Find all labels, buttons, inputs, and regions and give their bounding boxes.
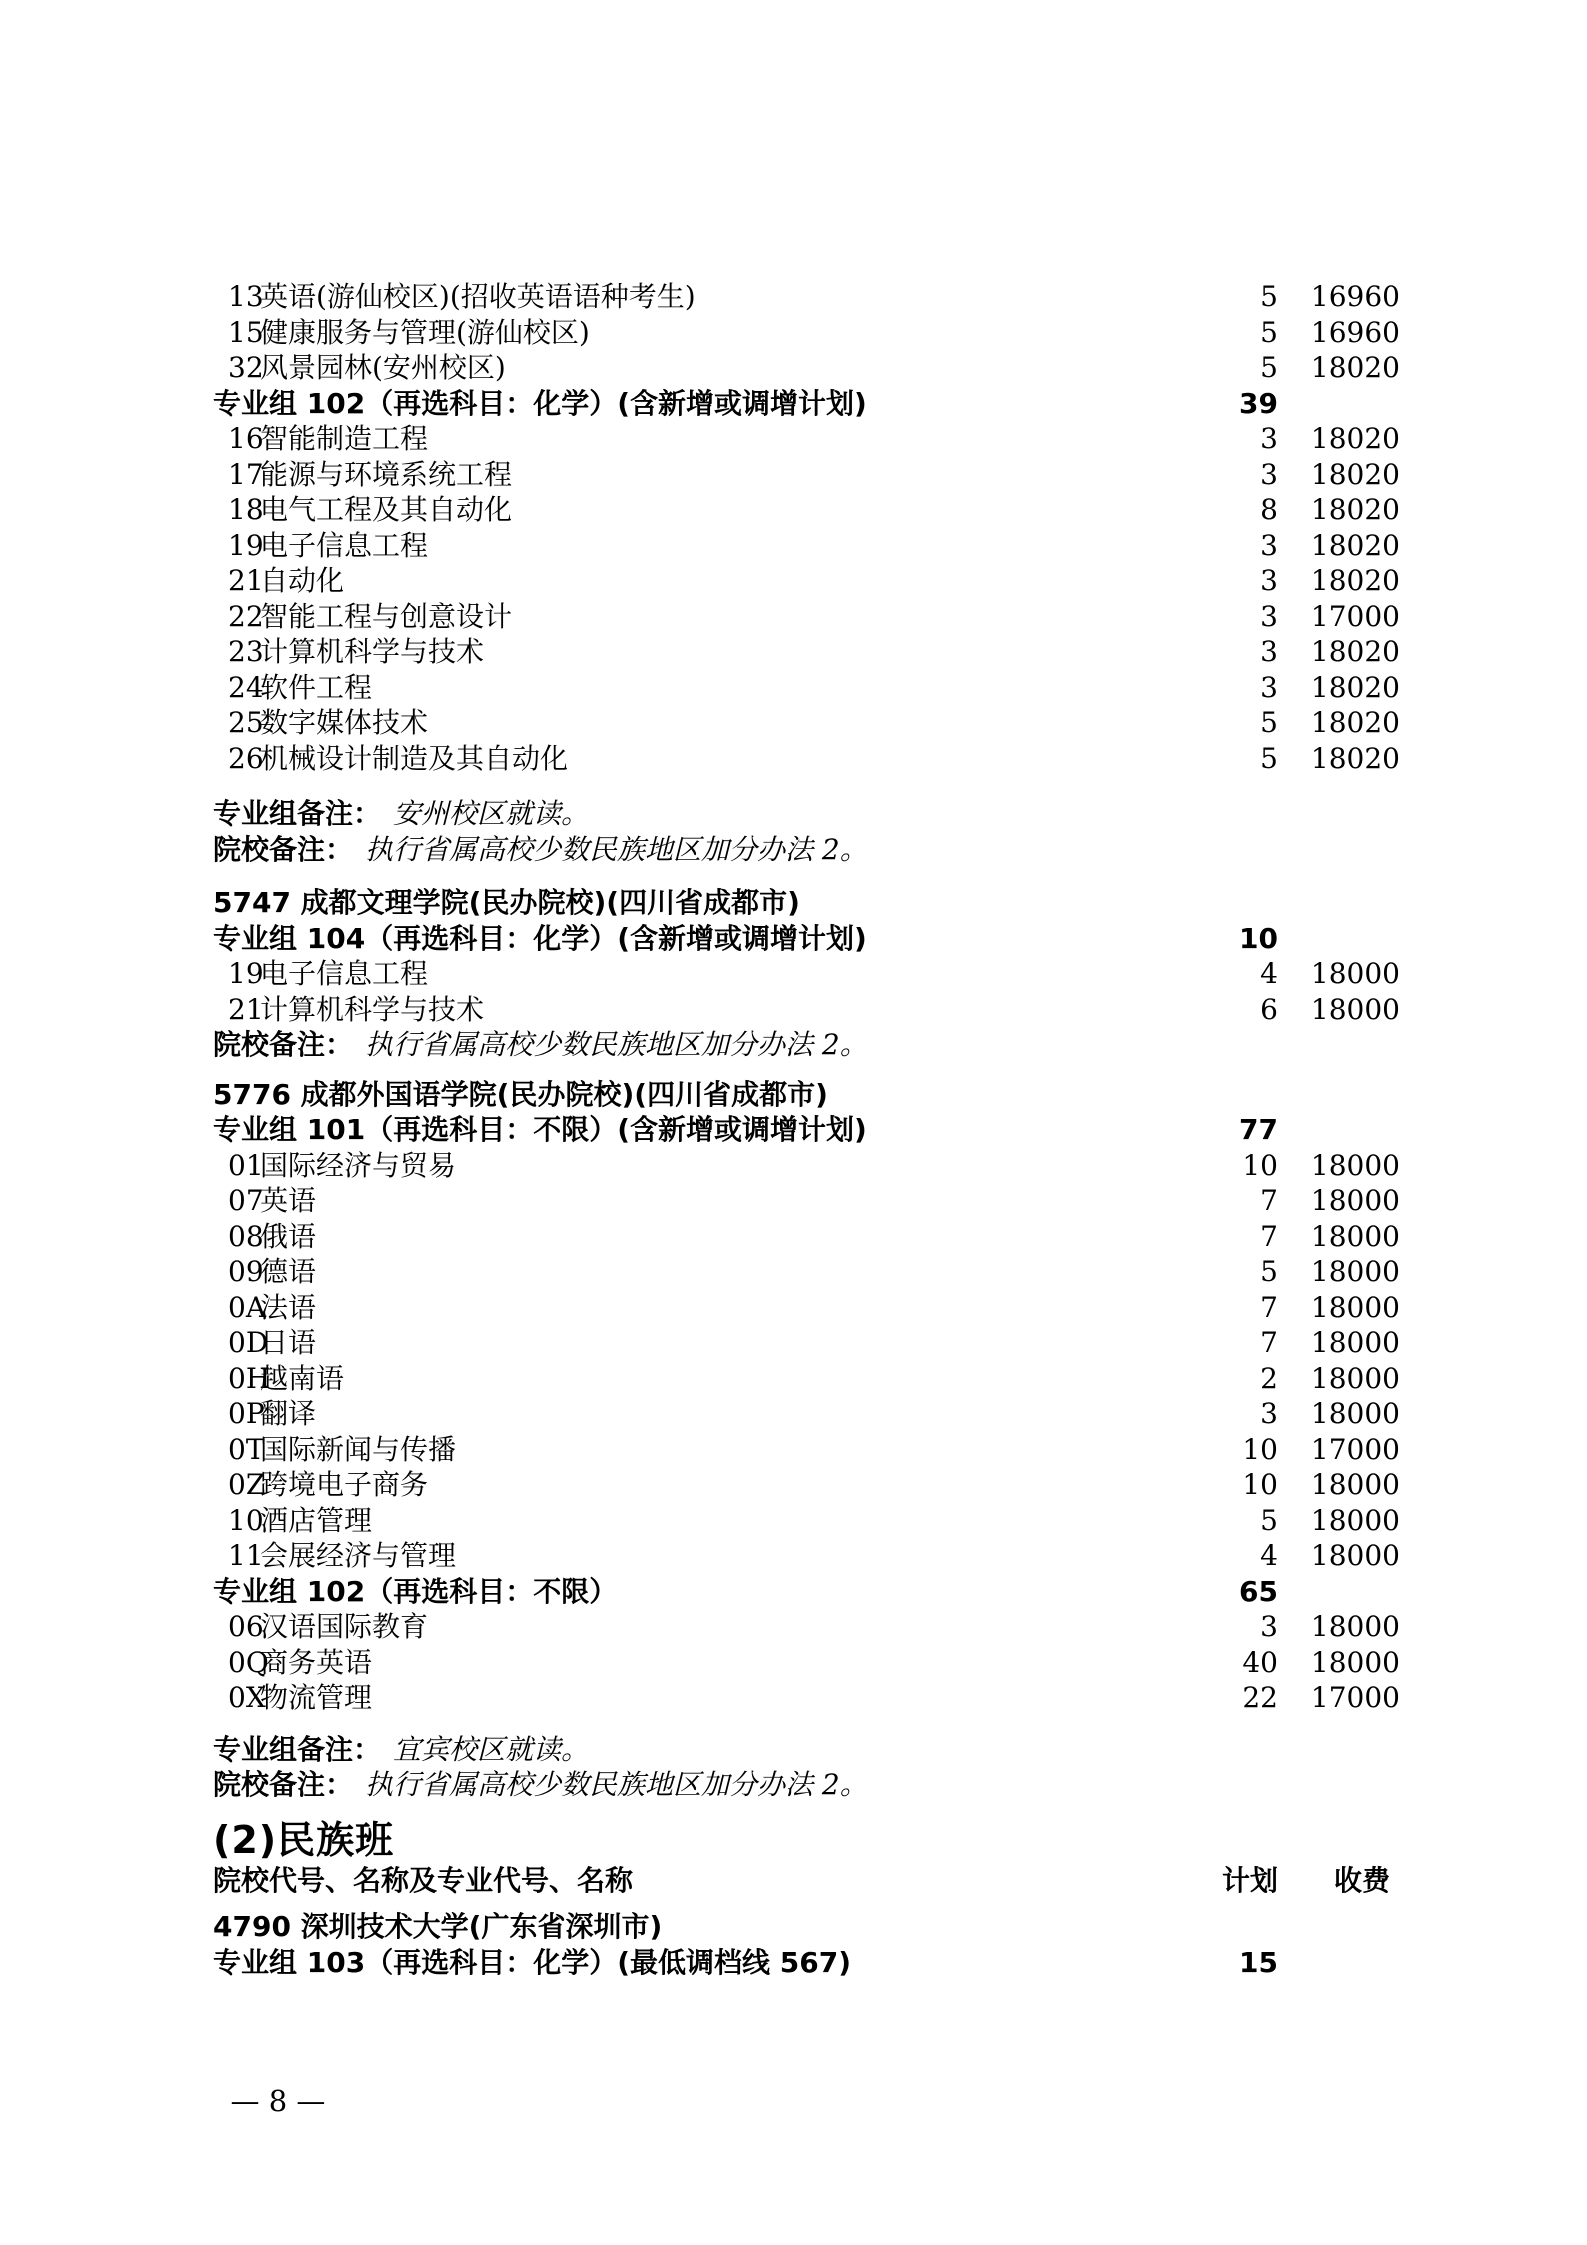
- major-group-label: 专业组 104（再选科目：化学）(含新增或调增计划): [213, 921, 867, 955]
- major-name: 电气工程及其自动化: [260, 493, 513, 526]
- group-plan-total: 15: [1239, 1945, 1278, 1979]
- plan-count: 7: [1260, 1184, 1278, 1217]
- school-row: [0, 1909, 1587, 1945]
- plan-count: 10: [1242, 1468, 1278, 1501]
- section-heading-text: (2)民族班: [213, 1817, 395, 1862]
- major-row: [0, 1396, 1587, 1432]
- school-label: 4790 深圳技术大学(广东省深圳市): [213, 1910, 663, 1943]
- major-name: 俄语: [260, 1219, 317, 1253]
- major-code: 0Q: [228, 1645, 269, 1679]
- fee-amount: 18000: [1310, 1184, 1400, 1217]
- major-row: [0, 1645, 1587, 1681]
- major-name: 英语(游仙校区)(招收英语语种考生): [260, 280, 696, 313]
- major-code: 0X: [228, 1681, 266, 1714]
- major-code: 01: [228, 1148, 264, 1182]
- plan-count: 6: [1260, 992, 1278, 1026]
- major-row: [0, 1290, 1587, 1326]
- major-code: 23: [228, 635, 264, 668]
- name-column-label: 院校代号、名称及专业代号、名称: [213, 1863, 634, 1897]
- major-name: 会展经济与管理: [260, 1539, 457, 1572]
- major-code: 19: [228, 957, 264, 990]
- plan-count: 22: [1242, 1681, 1278, 1714]
- fee-amount: 18000: [1310, 1255, 1400, 1288]
- major-code: 24: [228, 670, 264, 704]
- major-name: 国际新闻与传播: [260, 1432, 457, 1466]
- major-code: 15: [228, 315, 264, 349]
- plan-count: 3: [1260, 599, 1278, 633]
- note-row: [0, 796, 1587, 832]
- major-row: [0, 350, 1587, 386]
- plan-count: 3: [1260, 528, 1278, 562]
- fee-amount: 18020: [1310, 670, 1400, 704]
- major-name: 汉语国际教育: [260, 1610, 429, 1643]
- major-group-row: [0, 386, 1587, 422]
- fee-amount: 18020: [1310, 706, 1400, 739]
- major-row: [0, 1538, 1587, 1574]
- note: [213, 1027, 868, 1063]
- major-name: 法语: [260, 1290, 317, 1324]
- page-footer: — 8 —: [230, 2084, 326, 2118]
- fee-amount: 18020: [1310, 564, 1400, 597]
- plan-count: 10: [1242, 1432, 1278, 1466]
- major-group-row: [0, 1112, 1587, 1148]
- major-code: 25: [228, 706, 264, 739]
- major-name: 跨境电子商务: [260, 1468, 429, 1501]
- major-row: [0, 1503, 1587, 1539]
- note-row: [0, 832, 1587, 868]
- fee-amount: 18000: [1310, 1503, 1400, 1537]
- major-row: [0, 528, 1587, 564]
- plan-count: 3: [1260, 422, 1278, 455]
- major-name: 软件工程: [260, 670, 373, 704]
- major-row: [0, 315, 1587, 351]
- major-code: 10: [228, 1503, 264, 1537]
- note-label: 院校备注：: [213, 1028, 354, 1061]
- major-code: 13: [228, 280, 264, 313]
- note-label: 院校备注：: [213, 1768, 354, 1801]
- note: [213, 1732, 589, 1768]
- major-row: [0, 992, 1587, 1028]
- group-plan-total: 77: [1239, 1113, 1278, 1146]
- fee-amount: 18000: [1310, 1645, 1400, 1679]
- note: [213, 796, 589, 832]
- plan-count: 5: [1260, 741, 1278, 775]
- major-name: 风景园林(安州校区): [260, 351, 506, 384]
- major-code: 0T: [228, 1432, 265, 1466]
- major-code: 0A: [228, 1290, 267, 1324]
- plan-count: 3: [1260, 670, 1278, 704]
- major-code: 0P: [228, 1397, 265, 1430]
- fee-amount: 16960: [1310, 280, 1400, 313]
- fee-amount: 18000: [1310, 957, 1400, 990]
- major-code: 19: [228, 528, 264, 562]
- plan-count: 4: [1260, 1539, 1278, 1572]
- plan-count: 8: [1260, 493, 1278, 526]
- major-name: 电子信息工程: [260, 957, 429, 990]
- major-code: 0H: [228, 1361, 271, 1395]
- note-row: [0, 1767, 1587, 1803]
- major-row: [0, 634, 1587, 670]
- major-code: 26: [228, 741, 264, 775]
- plan-count: 7: [1260, 1290, 1278, 1324]
- fee-amount: 18020: [1310, 528, 1400, 562]
- group-plan-total: 65: [1239, 1574, 1278, 1608]
- note: [213, 832, 868, 868]
- major-name: 自动化: [260, 564, 345, 597]
- major-code: 32: [228, 351, 264, 384]
- major-row: [0, 1680, 1587, 1716]
- group-plan-total: 10: [1239, 921, 1278, 955]
- major-name: 英语: [260, 1184, 317, 1217]
- major-row: [0, 1219, 1587, 1255]
- plan-count: 5: [1260, 280, 1278, 313]
- fee-amount: 18000: [1310, 1219, 1400, 1253]
- major-code: 06: [228, 1610, 264, 1643]
- major-group-label: 专业组 103（再选科目：化学）(最低调档线 567): [213, 1945, 851, 1979]
- fee-amount: 17000: [1310, 1432, 1400, 1466]
- major-name: 计算机科学与技术: [260, 992, 485, 1026]
- fee-amount: 18000: [1310, 1468, 1400, 1501]
- major-name: 智能制造工程: [260, 422, 429, 455]
- major-name: 越南语: [260, 1361, 345, 1395]
- major-name: 数字媒体技术: [260, 706, 429, 739]
- note-label: 专业组备注：: [213, 1732, 382, 1766]
- major-row: [0, 1148, 1587, 1184]
- plan-count: 3: [1260, 457, 1278, 491]
- plan-count: 5: [1260, 1255, 1278, 1288]
- school-row: [0, 1077, 1587, 1113]
- major-code: 22: [228, 599, 264, 633]
- plan-count: 7: [1260, 1219, 1278, 1253]
- fee-amount: 18000: [1310, 1610, 1400, 1643]
- major-name: 酒店管理: [260, 1503, 373, 1537]
- major-name: 商务英语: [260, 1645, 373, 1679]
- note: [213, 1767, 868, 1803]
- fee-amount: 17000: [1310, 599, 1400, 633]
- plan-count: 5: [1260, 315, 1278, 349]
- fee-amount: 18020: [1310, 635, 1400, 668]
- major-name: 健康服务与管理(游仙校区): [260, 315, 590, 349]
- note-text: 安州校区就读。: [393, 797, 590, 830]
- major-row: [0, 1325, 1587, 1361]
- note-label: 专业组备注：: [213, 797, 382, 830]
- major-group-row: [0, 921, 1587, 957]
- fee-amount: 18000: [1310, 992, 1400, 1026]
- plan-count: 3: [1260, 635, 1278, 668]
- fee-amount: 18000: [1310, 1397, 1400, 1430]
- major-group-label: 专业组 102（再选科目：不限）: [213, 1574, 618, 1608]
- note-text: 执行省属高校少数民族地区加分办法 2。: [365, 1028, 868, 1061]
- note-text: 执行省属高校少数民族地区加分办法 2。: [365, 832, 868, 866]
- major-row: [0, 457, 1587, 493]
- major-row: [0, 1254, 1587, 1290]
- major-row: [0, 1432, 1587, 1468]
- fee-amount: 18000: [1310, 1290, 1400, 1324]
- major-name: 国际经济与贸易: [260, 1148, 457, 1182]
- note-text: 执行省属高校少数民族地区加分办法 2。: [365, 1768, 868, 1801]
- major-row: [0, 741, 1587, 777]
- major-group-label: 专业组 102（再选科目：化学）(含新增或调增计划): [213, 386, 867, 420]
- major-code: 17: [228, 457, 264, 491]
- major-code: 0Z: [228, 1468, 266, 1501]
- major-code: 09: [228, 1255, 264, 1288]
- note-text: 宜宾校区就读。: [393, 1732, 590, 1766]
- major-code: 21: [228, 992, 264, 1026]
- fee-amount: 16960: [1310, 315, 1400, 349]
- fee-amount: 18020: [1310, 457, 1400, 491]
- major-name: 智能工程与创意设计: [260, 599, 513, 633]
- major-row: [0, 421, 1587, 457]
- major-code: 07: [228, 1184, 264, 1217]
- major-row: [0, 563, 1587, 599]
- plan-count: 3: [1260, 1610, 1278, 1643]
- plan-count: 5: [1260, 706, 1278, 739]
- fee-amount: 18020: [1310, 422, 1400, 455]
- plan-count: 5: [1260, 351, 1278, 384]
- fee-amount: 18000: [1310, 1326, 1400, 1359]
- plan-column-label: 计划: [1221, 1863, 1278, 1897]
- school-label: 5776 成都外国语学院(民办院校)(四川省成都市): [213, 1077, 828, 1111]
- major-name: 物流管理: [260, 1681, 373, 1714]
- major-name: 德语: [260, 1255, 317, 1288]
- major-code: 0D: [228, 1326, 269, 1359]
- major-row: [0, 1361, 1587, 1397]
- fee-amount: 17000: [1310, 1681, 1400, 1714]
- note-label: 院校备注：: [213, 832, 354, 866]
- major-row: [0, 705, 1587, 741]
- major-row: [0, 1183, 1587, 1219]
- major-row: [0, 279, 1587, 315]
- major-name: 机械设计制造及其自动化: [260, 741, 569, 775]
- note-row: [0, 1027, 1587, 1063]
- fee-amount: 18000: [1310, 1148, 1400, 1182]
- major-row: [0, 1467, 1587, 1503]
- major-group-row: [0, 1574, 1587, 1610]
- group-plan-total: 39: [1239, 386, 1278, 420]
- major-name: 日语: [260, 1326, 317, 1359]
- fee-amount: 18020: [1310, 351, 1400, 384]
- fee-amount: 18000: [1310, 1361, 1400, 1395]
- fee-column-label: 收费: [1333, 1863, 1390, 1897]
- section-heading: [0, 1817, 1587, 1863]
- plan-count: 3: [1260, 1397, 1278, 1430]
- major-code: 21: [228, 564, 264, 597]
- major-row: [0, 599, 1587, 635]
- plan-count: 40: [1242, 1645, 1278, 1679]
- plan-count: 3: [1260, 564, 1278, 597]
- fee-amount: 18020: [1310, 741, 1400, 775]
- major-row: [0, 1609, 1587, 1645]
- major-row: [0, 492, 1587, 528]
- fee-amount: 18000: [1310, 1539, 1400, 1572]
- major-name: 计算机科学与技术: [260, 635, 485, 668]
- plan-count: 7: [1260, 1326, 1278, 1359]
- major-code: 16: [228, 422, 264, 455]
- major-row: [0, 670, 1587, 706]
- plan-listing: [0, 279, 1587, 1980]
- plan-count: 2: [1260, 1361, 1278, 1395]
- major-name: 能源与环境系统工程: [260, 457, 513, 491]
- note-row: [0, 1732, 1587, 1768]
- major-name: 翻译: [260, 1397, 317, 1430]
- plan-count: 5: [1260, 1503, 1278, 1537]
- major-code: 08: [228, 1219, 264, 1253]
- major-group-label: 专业组 101（再选科目：不限）(含新增或调增计划): [213, 1113, 867, 1146]
- plan-count: 10: [1242, 1148, 1278, 1182]
- plan-count: 4: [1260, 957, 1278, 990]
- major-group-row: [0, 1945, 1587, 1981]
- fee-amount: 18020: [1310, 493, 1400, 526]
- column-header-row: [0, 1863, 1587, 1899]
- school-row: [0, 885, 1587, 921]
- major-code: 11: [228, 1539, 264, 1572]
- major-code: 18: [228, 493, 264, 526]
- school-label: 5747 成都文理学院(民办院校)(四川省成都市): [213, 886, 800, 919]
- major-name: 电子信息工程: [260, 528, 429, 562]
- major-row: [0, 956, 1587, 992]
